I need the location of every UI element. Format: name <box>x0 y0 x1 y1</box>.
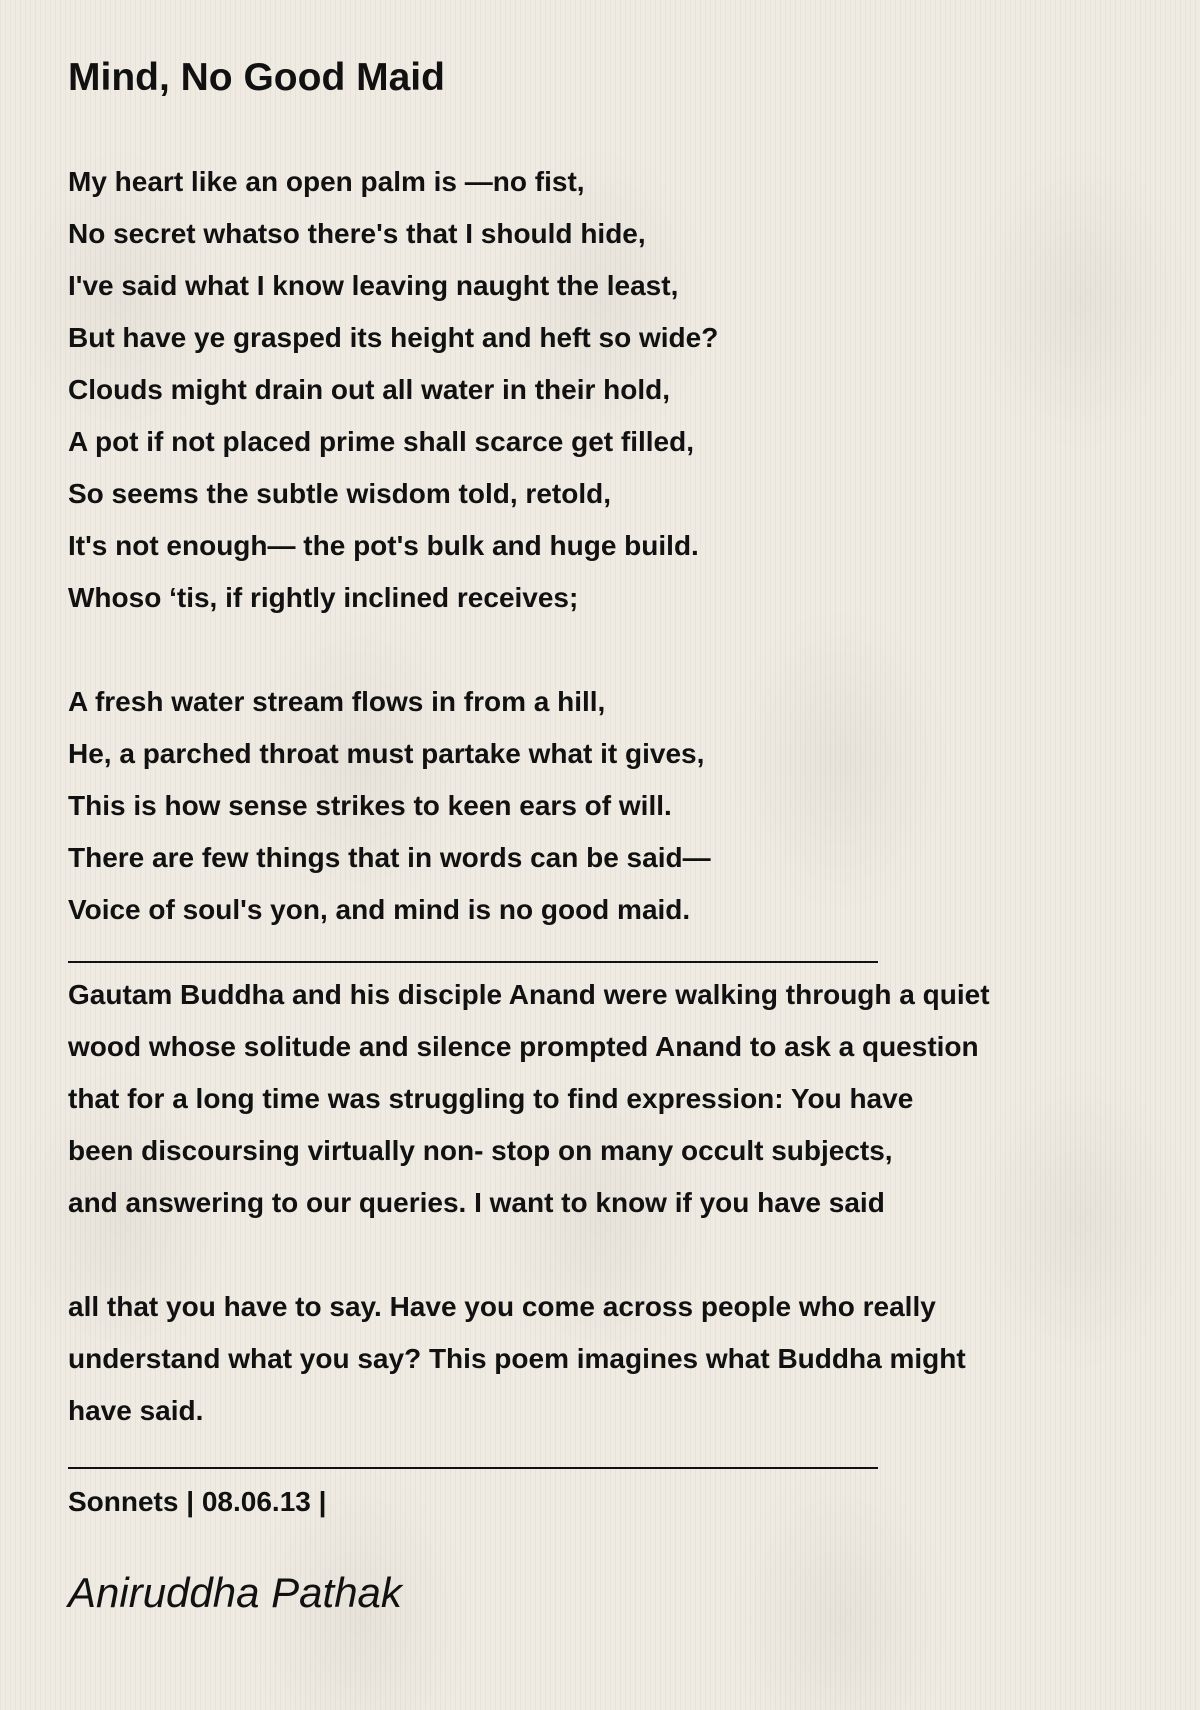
divider <box>68 1467 878 1469</box>
poem-line: Whoso ‘tis, if rightly inclined receives; <box>68 582 579 613</box>
poem-line: Clouds might drain out all water in their hold, <box>68 374 671 405</box>
note-line: all that you have to say. Have you come across people who really <box>68 1291 936 1322</box>
poem-line: But have ye grasped its height and heft so wide? <box>68 322 719 353</box>
poem-line: It's not enough— the pot's bulk and huge build. <box>68 530 699 561</box>
divider <box>68 961 878 963</box>
poem-stanza-2 <box>68 676 1148 936</box>
author-name: Aniruddha Pathak <box>68 1569 402 1616</box>
note-line: Gautam Buddha and his disciple Anand were walking through a quiet <box>68 979 990 1010</box>
poem-stanza-1 <box>68 156 1148 624</box>
poem-meta: Sonnets | 08.06.13 | <box>68 1486 327 1517</box>
poem-line: There are few things that in words can be said— <box>68 842 711 873</box>
poem-body <box>68 156 1148 936</box>
poem-line: This is how sense strikes to keen ears of will. <box>68 790 672 821</box>
note-gap <box>68 1229 1148 1281</box>
poem-line: So seems the subtle wisdom told, retold, <box>68 478 611 509</box>
note-line: and answering to our queries. I want to know if you have said <box>68 1187 885 1218</box>
stanza-gap <box>68 624 1148 676</box>
poem-line: A pot if not placed prime shall scarce get filled, <box>68 426 694 457</box>
poet-note <box>68 969 1148 1437</box>
poem-line: My heart like an open palm is —no fist, <box>68 166 585 197</box>
note-line: understand what you say? This poem imagines what Buddha might <box>68 1343 966 1374</box>
poem-line: He, a parched throat must partake what it gives, <box>68 738 705 769</box>
poem-line: No secret whatso there's that I should hide, <box>68 218 646 249</box>
poem-line: I've said what I know leaving naught the least, <box>68 270 679 301</box>
poem-line: Voice of soul's yon, and mind is no good maid. <box>68 894 691 925</box>
note-line: have said. <box>68 1395 204 1426</box>
poem-line: A fresh water stream flows in from a hill, <box>68 686 606 717</box>
note-line: that for a long time was struggling to find expression: You have <box>68 1083 914 1114</box>
note-line: wood whose solitude and silence prompted Anand to ask a question <box>68 1031 979 1062</box>
poem-title: Mind, No Good Maid <box>68 56 445 99</box>
poem-page <box>68 48 1148 1623</box>
note-line: been discoursing virtually non- stop on many occult subjects, <box>68 1135 893 1166</box>
